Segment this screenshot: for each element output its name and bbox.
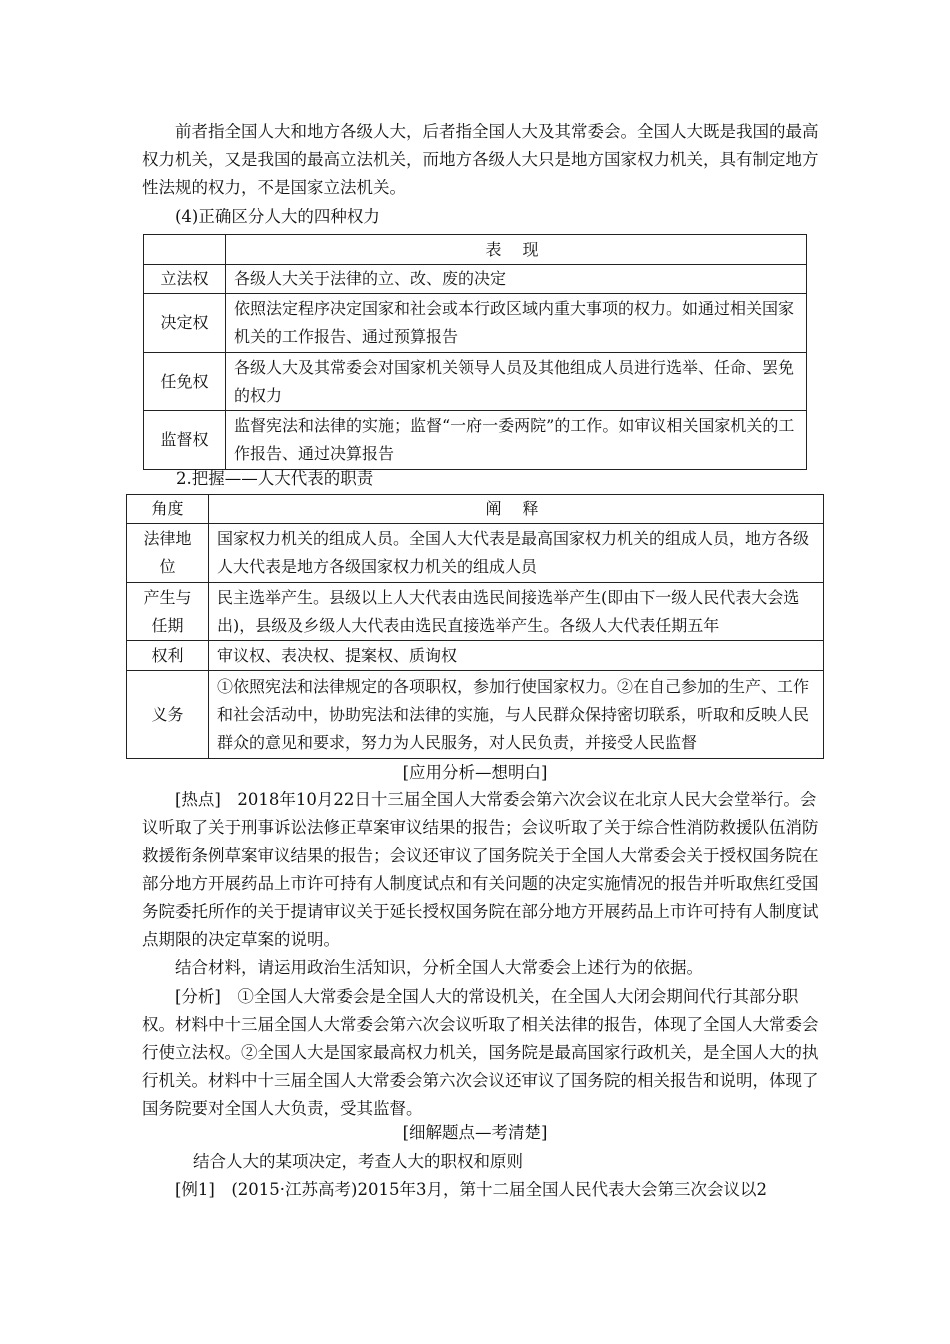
table-header-row (144, 235, 807, 265)
row-desc: 监督宪法和法律的实施；监督“一府一委两院”的工作。如审议相关国家机关的工作报告、通过决算报告 (226, 411, 807, 470)
powers-table (143, 234, 807, 470)
powers-subheading: (4)正确区分人大的四种权力 (175, 207, 380, 226)
table-row (144, 353, 807, 411)
table-row (127, 524, 824, 583)
row-desc: 依照法定程序决定国家和社会或本行政区域内重大事项的权力。如通过相关国家机关的工作报告、通过预算报告 (226, 294, 807, 353)
row-desc: 国家权力机关的组成人员。全国人大代表是最高国家权力机关的组成人员，地方各级人大代表是地方各级国家权力机关的组成人员 (209, 524, 824, 583)
row-label: 立法权 (144, 265, 226, 294)
row-label: 产生与任期 (127, 583, 209, 641)
duties-table (126, 494, 824, 759)
row-desc: 各级人大及其常委会对国家机关领导人员及其他组成人员进行选举、任命、罢免的权力 (226, 353, 807, 411)
row-label: 监督权 (144, 411, 226, 470)
table-row (144, 411, 807, 470)
table-row (144, 265, 807, 294)
analysis-paragraph: [分析] ①全国人大常委会是全国人大的常设机关，在全国人大闭会期间代行其部分职权。材料中十三届全国人大常委会第六次会议听取了相关法律的报告，体现了全国人大常委会行使立法权。②全国人大是国家最高权力机关，国务院是最高国家行政机关，是全国人大的执行机关。材料中十三届全国人大常委会第六次会议还审议了国务院的相关报告和说明，体现了国务院要对全国人大负责，受其监督。 (142, 987, 819, 1118)
table-row (127, 583, 824, 641)
detail-topic: 结合人大的某项决定，考查人大的职权和原则 (193, 1152, 523, 1171)
table-row (127, 671, 824, 759)
table-row (127, 641, 824, 671)
row-label: 义务 (127, 671, 209, 759)
question-paragraph: 结合材料，请运用政治生活知识，分析全国人大常委会上述行为的依据。 (175, 958, 703, 977)
row-label: 任免权 (144, 353, 226, 411)
row-label: 权利 (127, 641, 209, 671)
row-desc: 各级人大关于法律的立、改、废的决定 (226, 265, 807, 294)
table-header-row (127, 495, 824, 524)
row-label: 决定权 (144, 294, 226, 353)
detail-heading: [细解题点—考清楚] (402, 1123, 548, 1142)
header-label-cell (144, 235, 226, 265)
header-desc-cell: 阐 释 (209, 495, 824, 524)
row-desc: 审议权、表决权、提案权、质询权 (209, 641, 824, 671)
example-line: [例1] (2015·江苏高考)2015年3月，第十二届全国人民代表大会第三次会议以2 (175, 1180, 767, 1199)
intro-paragraph: 前者指全国人大和地方各级人大，后者指全国人大及其常委会。全国人大既是我国的最高权力机关，又是我国的最高立法机关，而地方各级人大只是地方国家权力机关，具有制定地方性法规的权力，不是国家立法机关。 (142, 122, 819, 197)
hotspot-paragraph: [热点] 2018年10月22日十三届全国人大常委会第六次会议在北京人民大会堂举行。会议听取了关于刑事诉讼法修正草案审议结果的报告；会议听取了关于综合性消防救援队伍消防救援衔条例草案审议结果的报告；会议还审议了国务院关于全国人大常委会关于授权国务院在部分地方开展药品上市许可持有人制度试点和有关问题的决定实施情况的报告并听取焦红受国务院委托所作的关于提请审议关于延长授权国务院在部分地方开展药品上市许可持有人制度试点期限的决定草案的说明。 (142, 790, 819, 949)
application-heading: [应用分析—想明白] (402, 763, 548, 782)
table-row (144, 294, 807, 353)
header-label-cell: 角度 (127, 495, 209, 524)
row-label: 法律地位 (127, 524, 209, 583)
row-desc: 民主选举产生。县级以上人大代表由选民间接选举产生(即由下一级人民代表大会选出)，县级及乡级人大代表由选民直接选举产生。各级人大代表任期五年 (209, 583, 824, 641)
row-desc: ①依照宪法和法律规定的各项职权，参加行使国家权力。②在自己参加的生产、工作和社会活动中，协助宪法和法律的实施，与人民群众保持密切联系，听取和反映人民群众的意见和要求，努力为人民服务，对人民负责，并接受人民监督 (209, 671, 824, 759)
section2-heading: 2.把握——人大代表的职责 (176, 469, 374, 488)
header-desc-cell: 表 现 (226, 235, 807, 265)
